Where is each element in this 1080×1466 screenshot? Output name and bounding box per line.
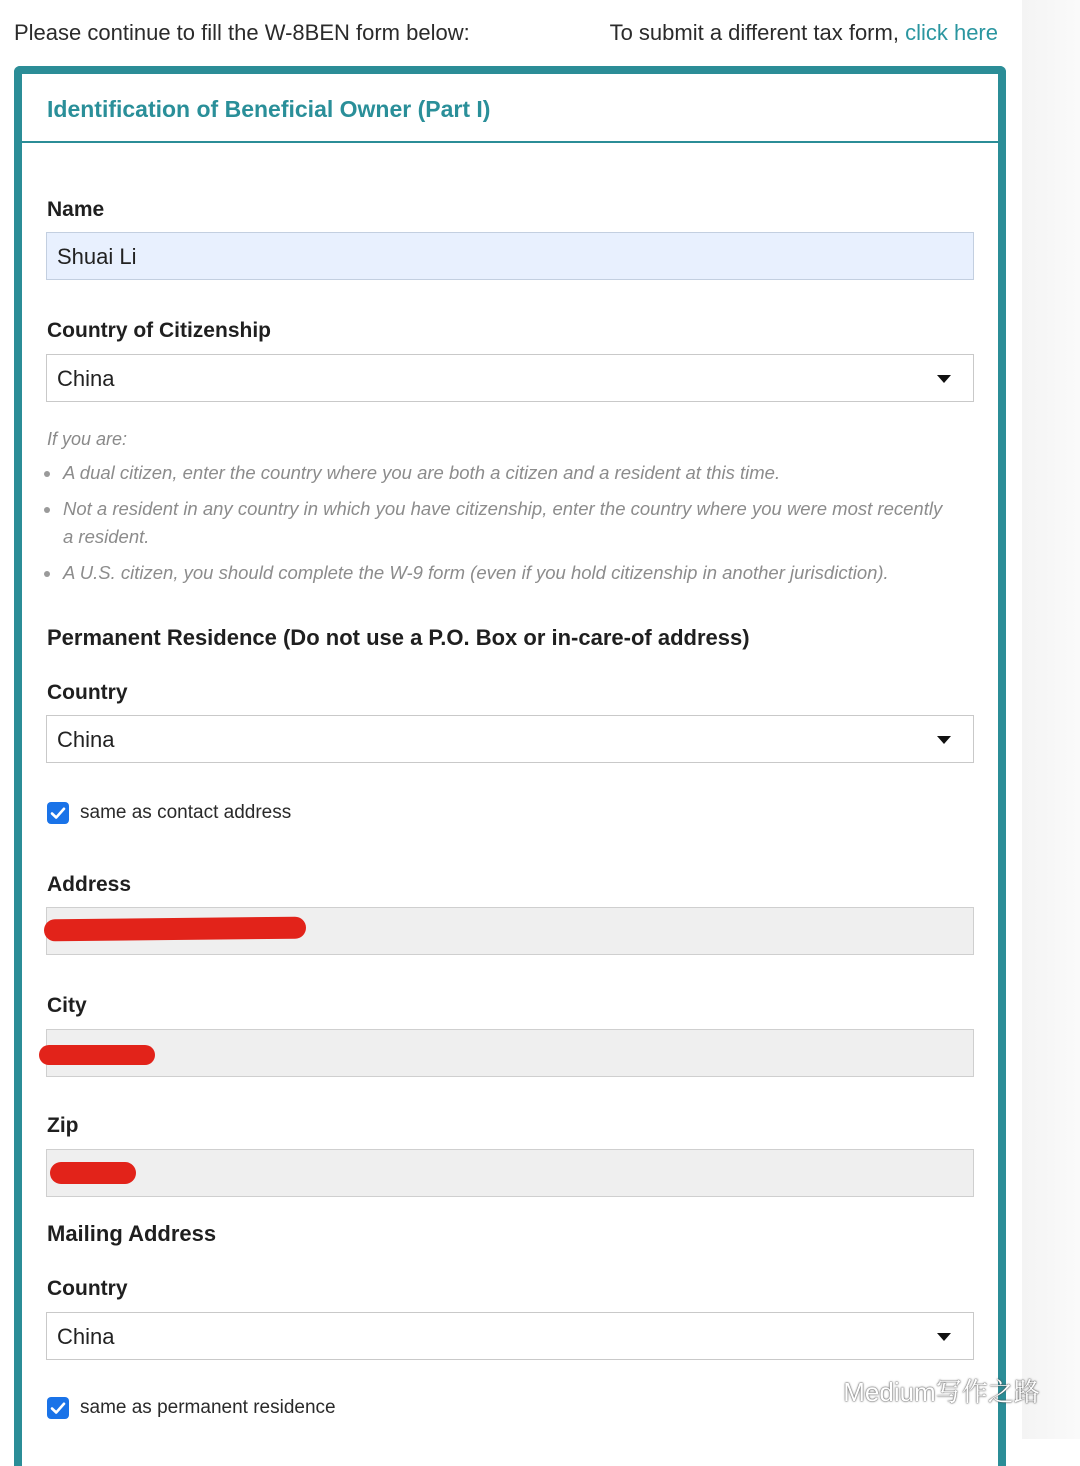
top-instruction-bar	[14, 20, 998, 50]
checkmark-icon	[50, 1400, 66, 1416]
citizenship-select[interactable]	[46, 354, 974, 402]
list-item: A U.S. citizen, you should complete the W-9 form (even if you hold citizenship in another jurisdiction).	[40, 559, 950, 587]
mailing-country-value: China	[57, 1324, 115, 1349]
checkmark-icon	[50, 805, 66, 821]
address-label: Address	[47, 873, 132, 896]
form-instruction: Please continue to fill the W-8BEN form below:	[14, 20, 470, 45]
bullet-icon	[44, 507, 50, 513]
mailing-address-title: Mailing Address	[47, 1221, 217, 1246]
redaction-mark	[44, 917, 306, 942]
mailing-country-select[interactable]	[46, 1312, 974, 1360]
bullet-icon	[44, 471, 50, 477]
same-as-contact-checkbox[interactable]	[47, 802, 69, 824]
permanent-country-select[interactable]	[46, 715, 974, 763]
zip-field	[46, 1149, 974, 1197]
citizenship-note-list	[40, 459, 950, 595]
citizenship-label: Country of Citizenship	[47, 319, 271, 342]
city-field	[46, 1029, 974, 1077]
name-label: Name	[47, 198, 105, 221]
same-as-contact-label: same as contact address	[80, 802, 292, 823]
panel-header	[22, 74, 998, 143]
page-gutter	[1022, 0, 1080, 1439]
citizenship-value: China	[57, 366, 115, 391]
same-as-permanent-label: same as permanent residence	[80, 1397, 336, 1418]
zip-label: Zip	[47, 1114, 79, 1137]
permanent-country-value: China	[57, 727, 115, 752]
watermark	[790, 1372, 1040, 1412]
list-item: Not a resident in any country in which you have citizenship, enter the country where you were most recently a resident.	[40, 495, 950, 551]
chevron-down-icon	[937, 375, 951, 383]
chevron-down-icon	[937, 736, 951, 744]
bullet-icon	[44, 571, 50, 577]
list-item: A dual citizen, enter the country where you are both a citizen and a resident at this time.	[40, 459, 950, 487]
city-label: City	[47, 994, 87, 1017]
redaction-mark	[39, 1045, 155, 1065]
name-input[interactable]	[46, 232, 974, 280]
alt-form-prompt	[610, 20, 998, 46]
permanent-country-label: Country	[47, 681, 128, 704]
mailing-country-label: Country	[47, 1277, 128, 1300]
watermark-text: Medium写作之路	[843, 1377, 1040, 1407]
click-here-link[interactable]: click here	[905, 20, 998, 45]
name-value: Shuai Li	[57, 244, 137, 269]
same-as-permanent-checkbox[interactable]	[47, 1397, 69, 1419]
address-field	[46, 907, 974, 955]
wechat-icon	[790, 1379, 832, 1409]
alt-form-text: To submit a different tax form,	[609, 20, 899, 45]
redaction-mark	[50, 1162, 136, 1184]
citizenship-note-intro: If you are:	[47, 429, 128, 449]
chevron-down-icon	[937, 1333, 951, 1341]
panel-title: Identification of Beneficial Owner (Part I)	[47, 96, 491, 122]
beneficial-owner-panel	[14, 66, 1006, 1466]
permanent-residence-title: Permanent Residence (Do not use a P.O. Box or in-care-of address)	[47, 625, 750, 650]
